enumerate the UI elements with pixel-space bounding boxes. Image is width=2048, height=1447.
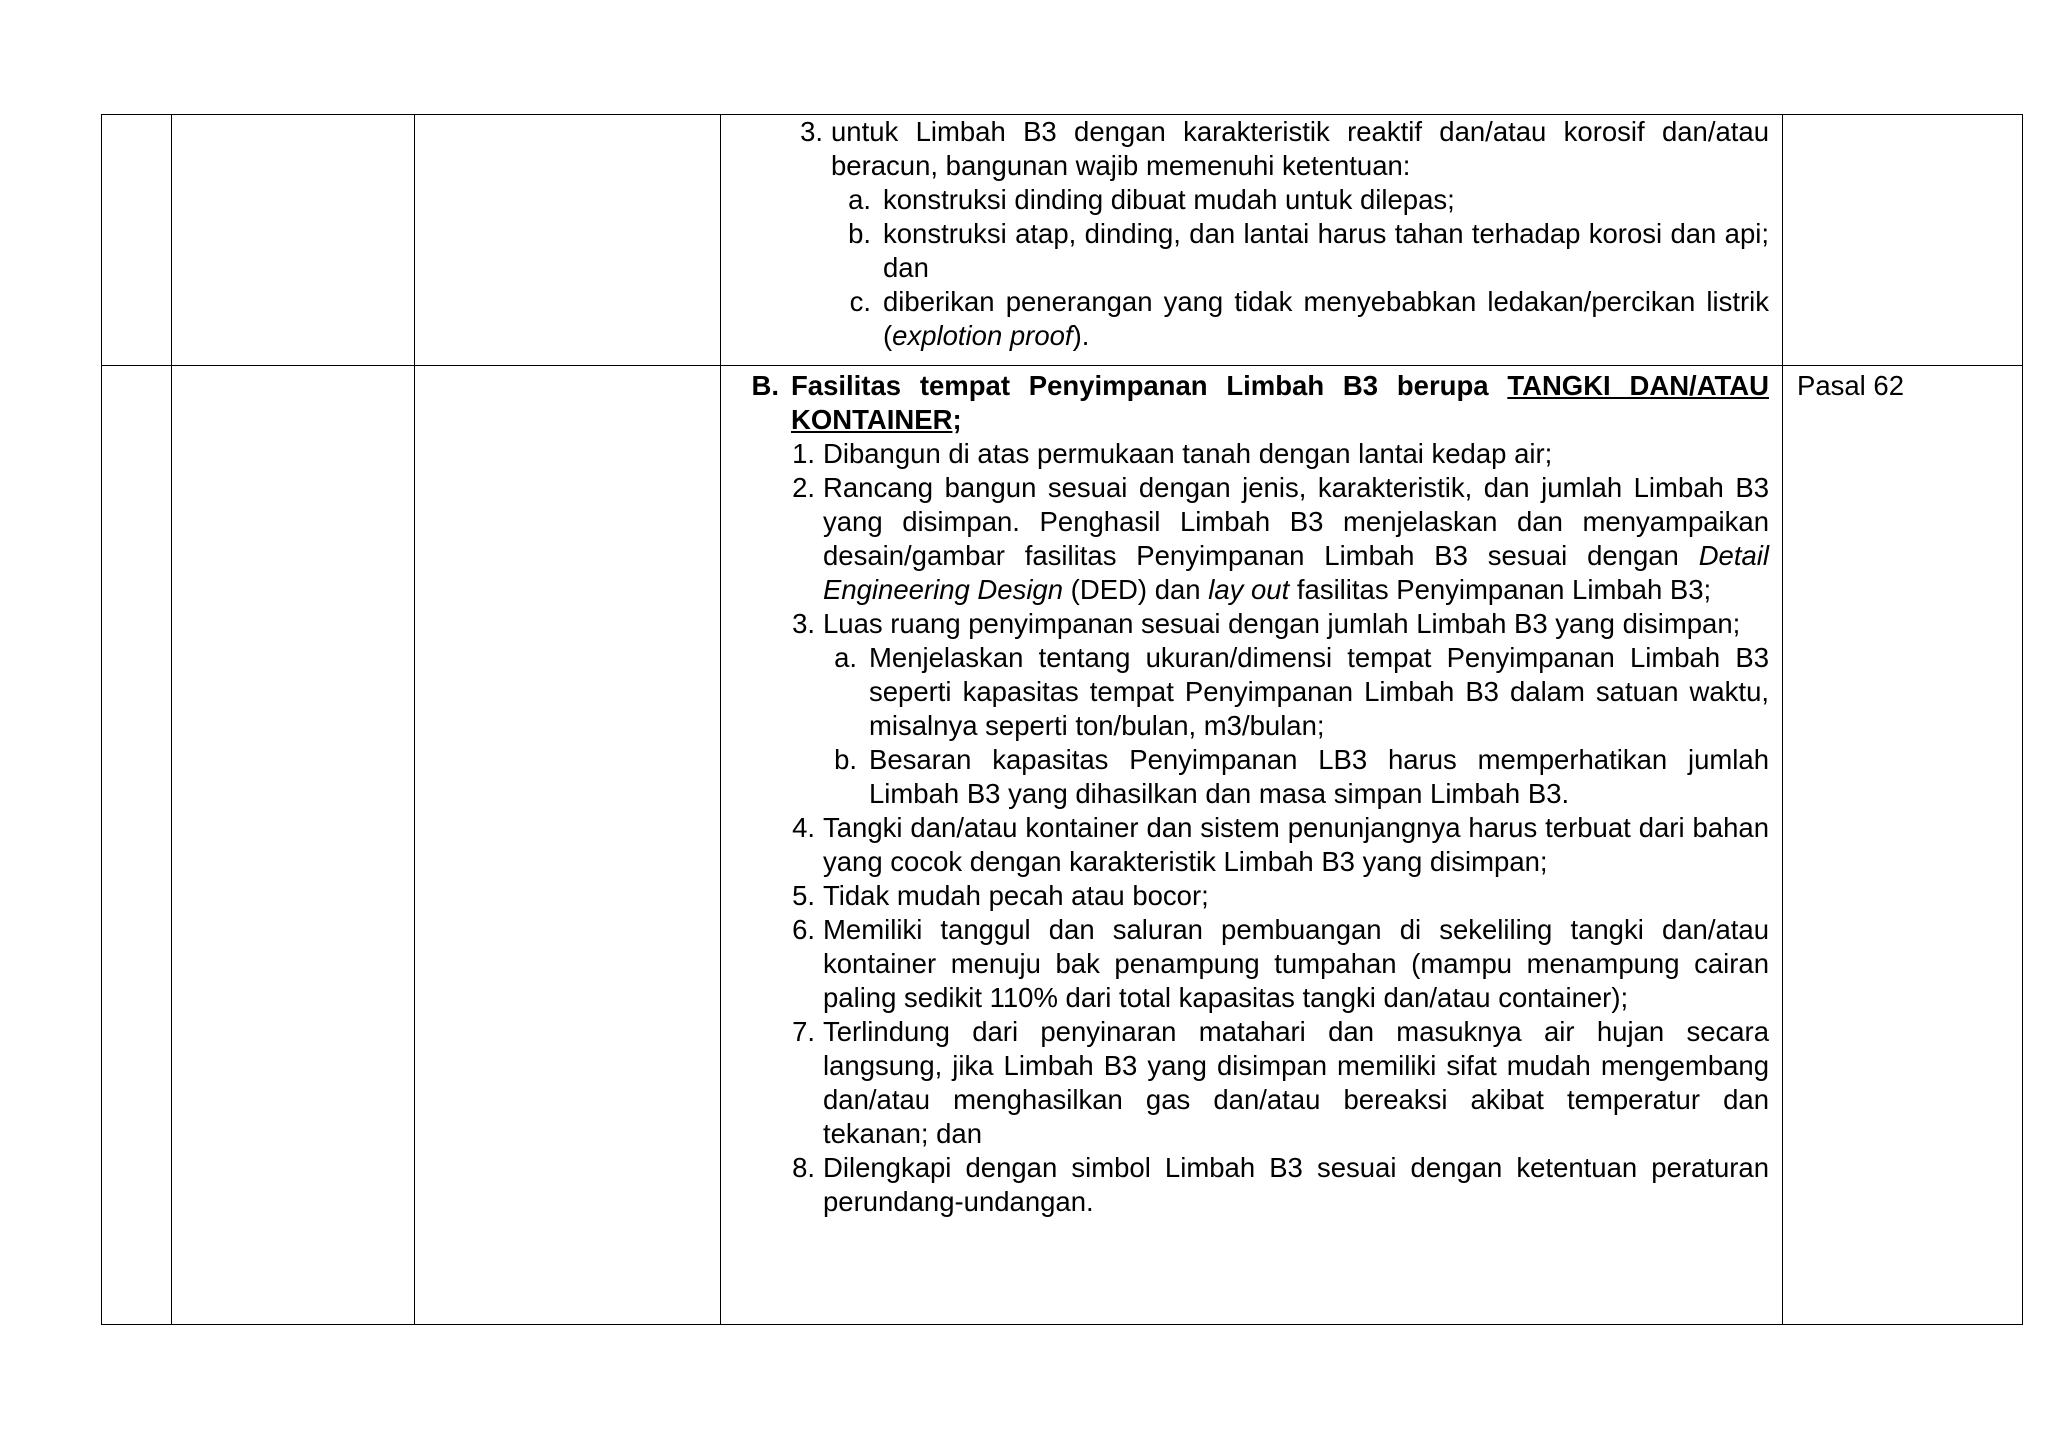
- section-letter: B.: [751, 370, 779, 401]
- cell-aspect: [172, 115, 415, 366]
- list-text: [823, 471, 1769, 607]
- list-number: 5.: [792, 880, 815, 911]
- cell-aspect: [172, 366, 415, 1325]
- sub-list-letter: b.: [834, 744, 857, 775]
- list-number: 8.: [792, 1152, 815, 1183]
- regulation-table: [101, 114, 2023, 1325]
- cell-reference: [1783, 366, 2023, 1325]
- cell-element: [415, 366, 721, 1325]
- sub-list-item: [733, 183, 1769, 217]
- list-number: 6.: [792, 914, 815, 945]
- list-item: [733, 607, 1769, 641]
- cell-reference: [1783, 115, 2023, 366]
- requirements-content: [721, 115, 1782, 353]
- legal-reference: Pasal 62: [1797, 370, 1905, 401]
- sub-list-text: [883, 285, 1769, 353]
- table-row: [102, 366, 2023, 1325]
- list-text: untuk Limbah B3 dengan karakteristik reaktif dan/atau korosif dan/atau beracun, bangunan wajib memenuhi ketentuan:: [831, 116, 1769, 181]
- list-item: [733, 1151, 1769, 1219]
- section-title-end: ;: [952, 404, 962, 435]
- section-title-text: Fasilitas tempat Penyimpanan Limbah B3 berupa: [791, 370, 1508, 401]
- section-title-underlined: TANGKI DAN/ATAU KONTAINER: [791, 370, 1769, 435]
- sub-list-item: [733, 641, 1769, 743]
- text-segment: fasilitas Penyimpanan Limbah B3;: [1289, 574, 1712, 605]
- cell-number: [102, 366, 172, 1325]
- list-number: 2.: [792, 472, 815, 503]
- cell-requirements: [721, 366, 1783, 1325]
- list-text: Tidak mudah pecah atau bocor;: [823, 880, 1209, 911]
- sub-list-letter: a.: [834, 642, 857, 673]
- list-text: Tangki dan/atau kontainer dan sistem penunjangnya harus terbuat dari bahan yang cocok dengan karakteristik Limbah B3 yang disimpan;: [823, 812, 1769, 877]
- cell-element: [415, 115, 721, 366]
- list-number: 3.: [792, 608, 815, 639]
- sub-list-item: [733, 743, 1769, 811]
- table-row: [102, 115, 2023, 366]
- list-item: [733, 115, 1769, 183]
- list-item: [733, 879, 1769, 913]
- list-item: [733, 437, 1769, 471]
- sub-list-text: konstruksi dinding dibuat mudah untuk dilepas;: [883, 184, 1455, 215]
- list-item: [733, 811, 1769, 879]
- list-text: Terlindung dari penyinaran matahari dan masuknya air hujan secara langsung, jika Limbah B3 yang disimpan memiliki sifat mudah mengembang dan/atau menghasilkan gas dan/atau bereaksi akibat temperatur dan tekanan; dan: [823, 1016, 1769, 1149]
- list-text: Dibangun di atas permukaan tanah dengan lantai kedap air;: [823, 438, 1553, 469]
- italic-term: lay out: [1208, 574, 1290, 605]
- text-segment: ).: [1072, 320, 1090, 351]
- sub-list-letter: c.: [849, 286, 871, 317]
- sub-list-text: Besaran kapasitas Penyimpanan LB3 harus memperhatikan jumlah Limbah B3 yang dihasilkan dan masa simpan Limbah B3.: [869, 744, 1769, 809]
- sub-list-text: konstruksi atap, dinding, dan lantai harus tahan terhadap korosi dan api; dan: [883, 218, 1769, 283]
- sub-list-item: [733, 217, 1769, 285]
- text-segment: (DED) dan: [1063, 574, 1209, 605]
- list-text: Dilengkapi dengan simbol Limbah B3 sesuai dengan ketentuan peraturan perundang-undangan.: [823, 1152, 1769, 1217]
- list-text: Luas ruang penyimpanan sesuai dengan jumlah Limbah B3 yang disimpan;: [823, 608, 1741, 639]
- italic-term: explotion proof: [892, 320, 1073, 351]
- sub-list-letter: a.: [848, 184, 871, 215]
- list-number: 4.: [792, 812, 815, 843]
- cell-number: [102, 115, 172, 366]
- italic-term: Detail Engineering Design: [823, 540, 1769, 605]
- text-segment: diberikan penerangan yang tidak menyebabkan ledakan/percikan listrik (: [883, 286, 1769, 351]
- text-segment: Rancang bangun sesuai dengan jenis, karakteristik, dan jumlah Limbah B3 yang disimpan. Penghasil Limbah B3 menjelaskan dan menyampaikan desain/gambar fasilitas Penyimpanan Limbah B3 sesuai dengan: [823, 472, 1769, 571]
- requirements-content: [721, 366, 1782, 1219]
- list-number: 7.: [792, 1016, 815, 1047]
- list-item: [733, 1015, 1769, 1151]
- list-item: [733, 471, 1769, 607]
- section-heading: [733, 369, 1769, 437]
- list-text: Memiliki tanggul dan saluran pembuangan di sekeliling tangki dan/atau kontainer menuju bak penampung tumpahan (mampu menampung cairan paling sedikit 110% dari total kapasitas tangki dan/atau container);: [823, 914, 1769, 1013]
- section-title: [791, 369, 1769, 437]
- list-number: 1.: [792, 438, 815, 469]
- list-item: [733, 913, 1769, 1015]
- list-number: 3.: [800, 116, 823, 147]
- sub-list-text: Menjelaskan tentang ukuran/dimensi tempat Penyimpanan Limbah B3 seperti kapasitas tempat Penyimpanan Limbah B3 dalam satuan waktu, misalnya seperti ton/bulan, m3/bulan;: [869, 642, 1769, 741]
- sub-list-letter: b.: [848, 218, 871, 249]
- sub-list-item: [733, 285, 1769, 353]
- cell-requirements: [721, 115, 1783, 366]
